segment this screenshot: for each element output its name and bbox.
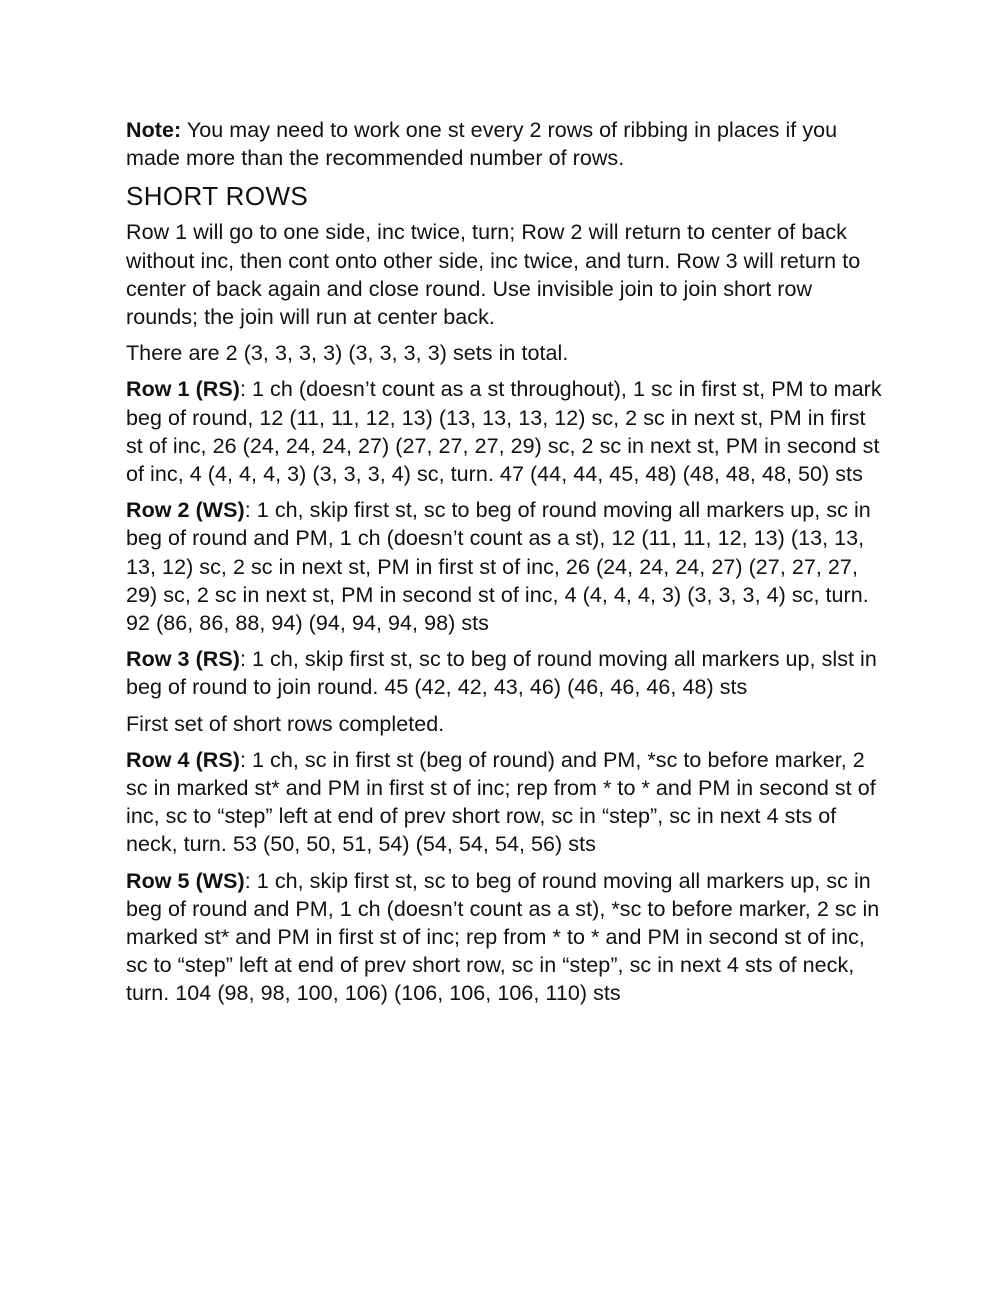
row-1-text: : 1 ch (doesn’t count as a st throughout), 1 sc in first st, PM to mark beg of round, 12 (11, 11, 12, 13) (13, 13, 13, 12) sc, 2 sc in next st, PM in first st of inc, 26 (24, 24, 24, 27) (27, 27, 27, 29) sc, 2 sc in next st, PM in second st of inc, 4 (4, 4, 4, 3) (3, 3, 3, 4) sc, turn. 47 (44, 44, 45, 48) (48, 48, 48, 50) sts — [126, 377, 882, 487]
row-5-text: : 1 ch, skip first st, sc to beg of round moving all markers up, sc in beg of round and PM, 1 ch (doesn’t count as a st), *sc to before marker, 2 sc in marked st* and PM in first st of inc; rep from * to * and PM in second st of inc, sc to “step” left at end of prev short row, sc in “step”, sc in next 4 sts of neck, turn. 104 (98, 98, 100, 106) (106, 106, 106, 110) sts — [126, 868, 880, 1006]
note-text: You may need to work one st every 2 rows of ribbing in places if you made more than the recommended number of rows. — [126, 118, 838, 171]
completed-paragraph: First set of short rows completed. — [126, 711, 445, 736]
row-3-instruction — [126, 645, 886, 701]
row-2-label: Row 2 (WS) — [126, 498, 245, 523]
row-5-label: Row 5 (WS) — [126, 868, 245, 893]
row-1-label: Row 1 (RS) — [126, 377, 240, 402]
row-5-instruction — [126, 867, 886, 1008]
row-4-instruction — [126, 746, 886, 859]
intro-paragraph: Row 1 will go to one side, inc twice, turn; Row 2 will return to center of back without inc, then cont onto other side, inc twice, and turn. Row 3 will return to center of back again and close round. Use invisible join to join short row rounds; the join will run at center back. — [126, 220, 861, 330]
row-3-text: : 1 ch, skip first st, sc to beg of round moving all markers up, slst in beg of round to join round. 45 (42, 42, 43, 46) (46, 46, 46, 48) sts — [126, 647, 877, 700]
sets-paragraph: There are 2 (3, 3, 3, 3) (3, 3, 3, 3) sets in total. — [126, 341, 569, 366]
row-3-label: Row 3 (RS) — [126, 647, 240, 672]
row-2-text: : 1 ch, skip first st, sc to beg of round moving all markers up, sc in beg of round and PM, 1 ch (doesn’t count as a st), 12 (11, 11, 12, 13) (13, 13, 13, 12) sc, 2 sc in next st, PM in first st of inc, 26 (24, 24, 24, 27) (27, 27, 27, 29) sc, 2 sc in next st, PM in second st of inc, 4 (4, 4, 4, 3) (3, 3, 3, 4) sc, turn. 92 (86, 86, 88, 94) (94, 94, 94, 98) sts — [126, 498, 871, 636]
row-4-label: Row 4 (RS) — [126, 747, 240, 772]
note-label: Note: — [126, 118, 182, 142]
row-2-instruction — [126, 496, 886, 637]
note-paragraph — [126, 116, 886, 172]
row-4-text: : 1 ch, sc in first st (beg of round) and PM, *sc to before marker, 2 sc in marked st* and PM in first st of inc; rep from * to * and PM in second st of inc, sc to “step” left at end of prev short row, sc in “step”, sc in next 4 sts of neck, turn. 53 (50, 50, 51, 54) (54, 54, 54, 56) sts — [126, 747, 876, 857]
section-heading: SHORT ROWS — [126, 181, 309, 212]
row-1-instruction — [126, 375, 886, 488]
document-page — [126, 116, 886, 1016]
